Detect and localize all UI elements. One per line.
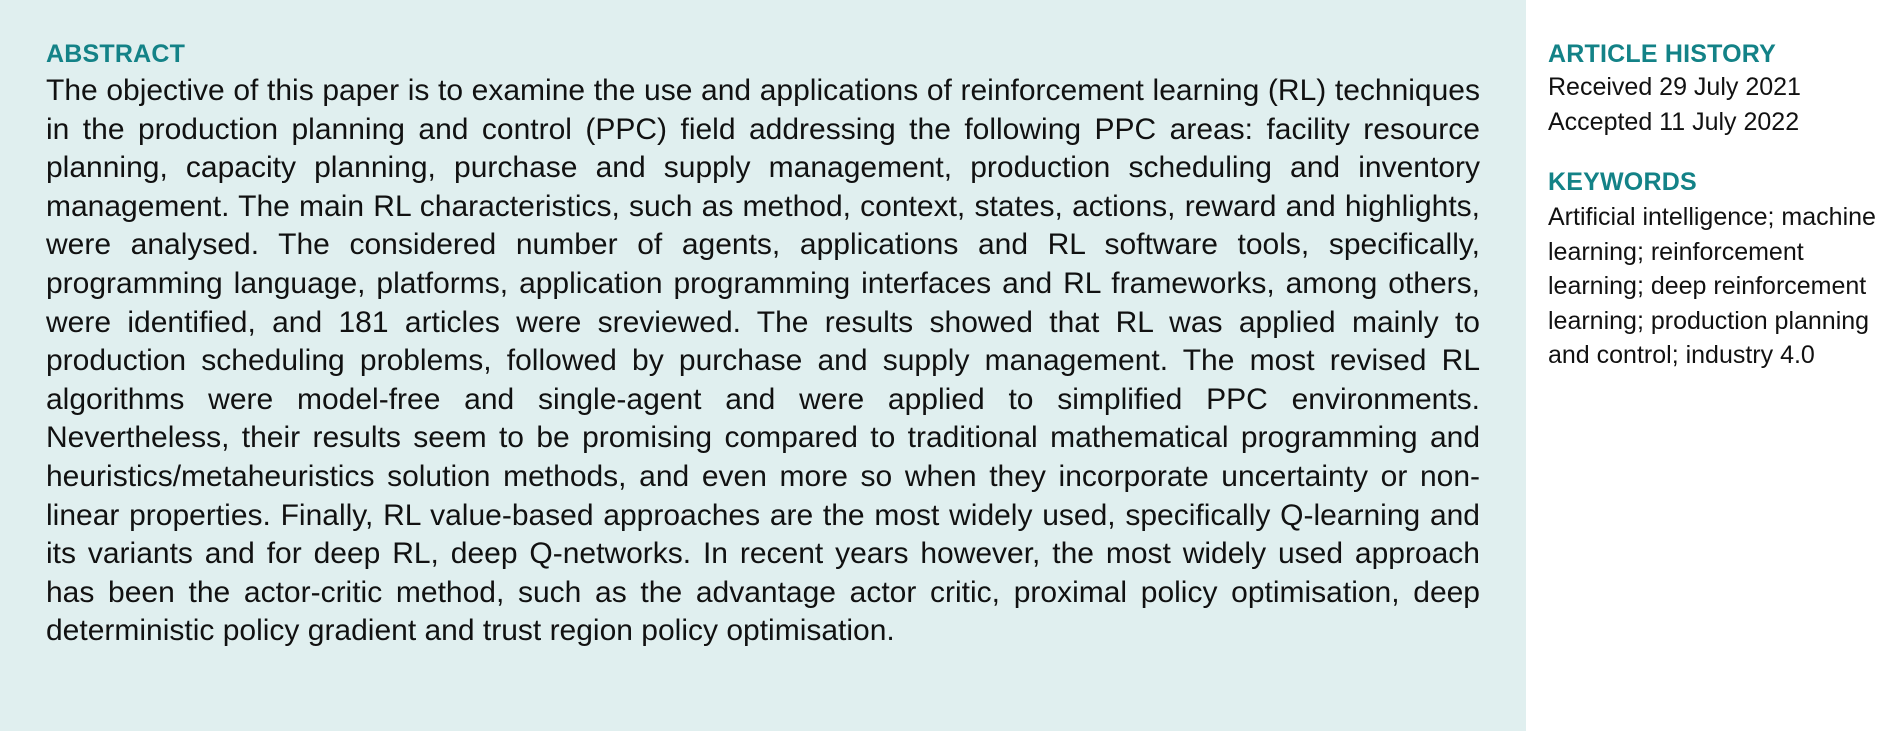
keywords-list: Artificial intelligence; machine learning; reinforcement learning; deep reinforcement learning; production planning and control; industry 4.0: [1548, 203, 1876, 370]
keywords-block: [1548, 166, 1888, 373]
abstract-text: The objective of this paper is to examine the use and applications of reinforcement learning (RL) techniques in the production planning and control (PPC) field addressing the following PPC areas: facility resource planning, capacity planning, purchase and supply management, production scheduling and inventory management. The main RL characteristics, such as method, context, states, actions, reward and highlights, were analysed. The considered number of agents, applications and RL software tools, specifically, programming language, platforms, application programming interfaces and RL frameworks, among others, were identified, and 181 articles were sreviewed. The results showed that RL was applied mainly to production scheduling problems, followed by purchase and supply management. The most revised RL algorithms were model-free and single-agent and were applied to simplified PPC environments. Nevertheless, their results seem to be promising compared to traditional mathematical programming and heuristics/metaheuristics solution methods, and even more so when they incorporate uncertainty or non-linear properties. Finally, RL value-based approaches are the most widely used, specifically Q-learning and its variants and for deep RL, deep Q-networks. In recent years however, the most widely used approach has been the actor-critic method, such as the advantage actor critic, proximal policy optimisation, deep deterministic policy gradient and trust region policy optimisation.: [46, 74, 1480, 648]
article-history-heading: ARTICLE HISTORY: [1548, 40, 1777, 68]
article-sidebar: [1548, 38, 1888, 373]
abstract-heading: ABSTRACT: [46, 40, 186, 68]
received-date: Received 29 July 2021: [1548, 73, 1801, 101]
keywords-heading: KEYWORDS: [1548, 168, 1697, 196]
article-history-block: [1548, 38, 1888, 140]
accepted-date: Accepted 11 July 2022: [1548, 108, 1800, 136]
